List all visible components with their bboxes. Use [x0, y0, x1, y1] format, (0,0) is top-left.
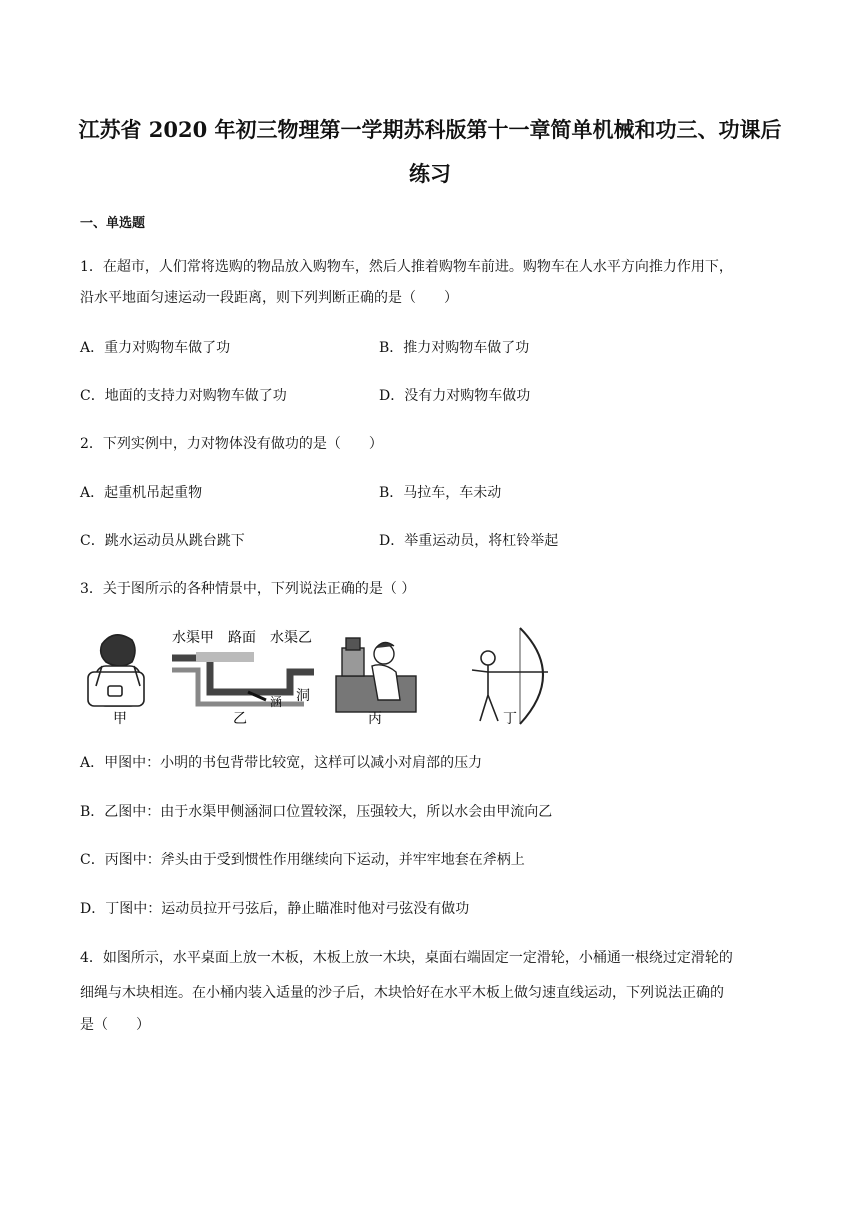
q1-stem-line-2: 沿水平地面匀速运动一段距离，则下列判断正确的是（ ） [80, 290, 458, 306]
q1-option-d: D．没有力对购物车做功 [379, 388, 531, 404]
q4-stem-line-1: 4．如图所示，水平桌面上放一木板，木板上放一木块，桌面右端固定一定滑轮，小桶通一根绕过定滑轮的 [80, 950, 733, 966]
q2-stem: 2．下列实例中，力对物体没有做功的是（ ） [80, 436, 383, 452]
figure-label-canal-b: 水渠乙 [270, 629, 312, 645]
q1-option-c: C．地面的支持力对购物车做了功 [80, 388, 287, 404]
title-line-2: 练习 [409, 161, 451, 186]
q2-option-b: B．马拉车，车未动 [379, 485, 502, 501]
q3-option-c: C．丙图中：斧头由于受到惯性作用继续向下运动，并牢牢地套在斧柄上 [80, 852, 525, 868]
figure-bing-axe [336, 638, 416, 712]
q1-stem-line-1: 1．在超市，人们常将选购的物品放入购物车，然后人推着购物车前进。购物车在人水平方向推力作用下， [80, 259, 733, 275]
q3-option-d: D．丁图中：运动员拉开弓弦后，静止瞄准时他对弓弦没有做功 [80, 901, 470, 917]
figure-yi-culvert [172, 629, 314, 709]
q3-stem: 3．关于图所示的各种情景中，下列说法正确的是（ ） [80, 581, 416, 597]
figure-label-jia: 甲 [113, 710, 127, 726]
q3-option-b: B．乙图中：由于水渠甲侧涵洞口位置较深，压强较大，所以水会由甲流向乙 [80, 804, 553, 820]
section-heading: 一、单选题 [80, 216, 146, 231]
q2-option-c: C．跳水运动员从跳台跳下 [80, 533, 245, 549]
figure-label-canal-a: 水渠甲 [172, 629, 214, 645]
figure-label-dong: 洞 [296, 687, 310, 703]
figure-label-bing: 丙 [368, 710, 382, 726]
figure-label-han: 涵 [270, 695, 283, 709]
q1-option-a: A．重力对购物车做了功 [80, 340, 231, 356]
q2-option-d: D．举重运动员，将杠铃举起 [379, 533, 559, 549]
title-line-1: 江苏省 2020 年初三物理第一学期苏科版第十一章简单机械和功三、功课后 [78, 117, 782, 142]
page-title [60, 108, 800, 196]
figure-label-ding: 丁 [503, 710, 517, 726]
q1-option-b: B．推力对购物车做了功 [379, 340, 530, 356]
q3-option-a: A．甲图中：小明的书包背带比较宽，这样可以减小对肩部的压力 [80, 755, 483, 771]
figure-label-yi: 乙 [233, 710, 247, 726]
q3-figure [80, 624, 560, 732]
figure-jia-boy [88, 635, 144, 706]
q2-option-a: A．起重机吊起重物 [80, 485, 203, 501]
figure-label-road: 路面 [228, 629, 256, 645]
q4-stem-line-2: 细绳与木块相连。在小桶内装入适量的沙子后，木块恰好在水平木板上做匀速直线运动，下列说法正确的 [80, 985, 724, 1001]
q4-stem-line-3: 是（ ） [80, 1017, 150, 1033]
